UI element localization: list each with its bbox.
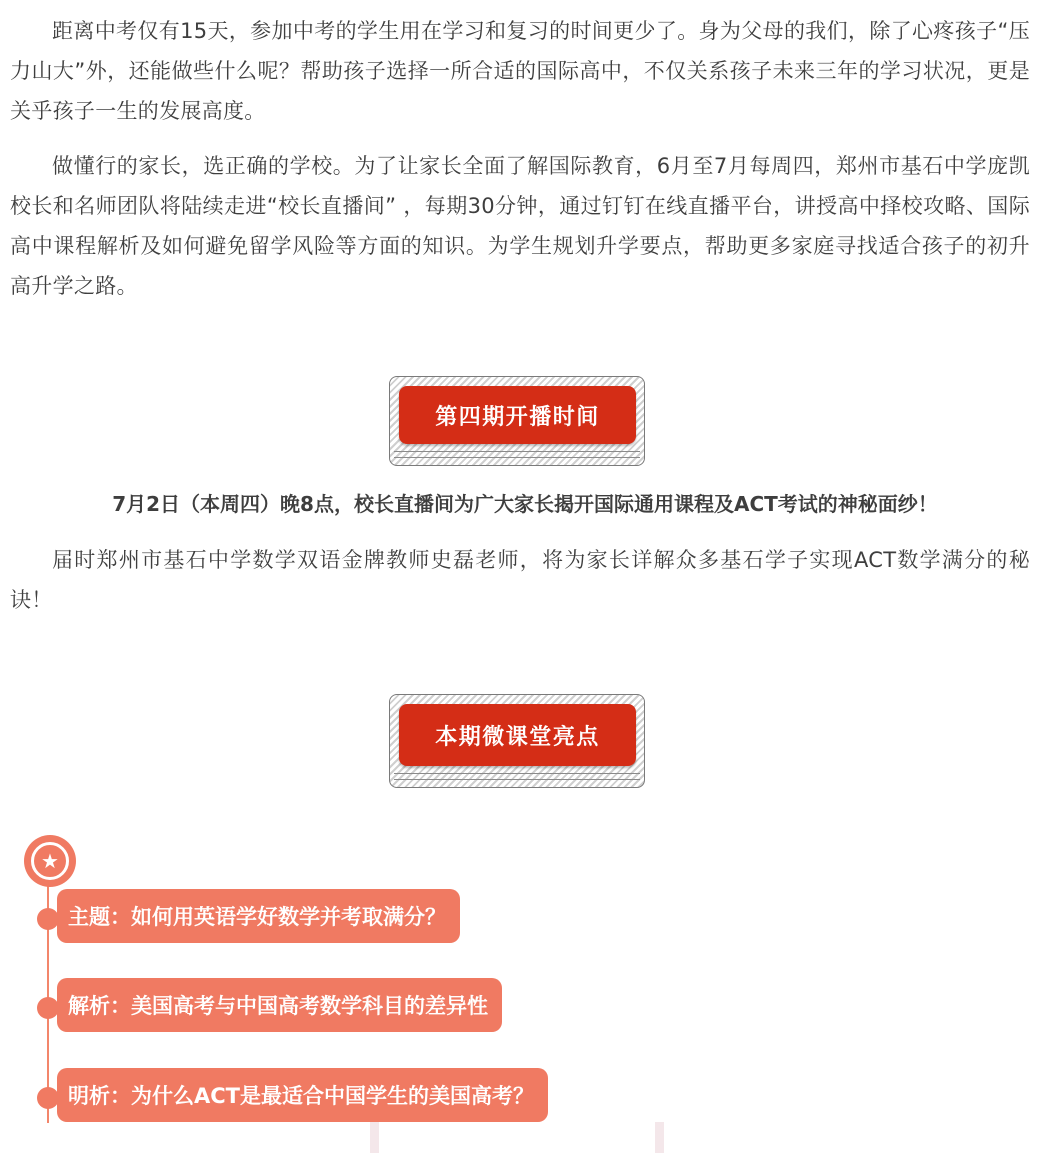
decorative-stub — [370, 1122, 379, 1153]
broadcast-headline: 7月2日（本周四）晚8点，校长直播间为广大家长揭开国际通用课程及ACT考试的神秘面纱！ — [112, 492, 938, 516]
broadcast-time-banner-label: 第四期开播时间 — [399, 386, 636, 444]
decorative-stub — [655, 1122, 664, 1153]
highlight-item-explanation: 明析：为什么ACT是最适合中国学生的美国高考？ — [57, 1068, 548, 1122]
timeline-dot — [37, 997, 59, 1019]
intro-paragraph-1: 距离中考仅有15天，参加中考的学生用在学习和复习的时间更少了。身为父母的我们，除了心疼孩子“压力山大”外，还能做些什么呢？帮助孩子选择一所合适的国际高中，不仅关系孩子未来三年的学习状况，更是关乎孩子一生的发展高度。 — [10, 19, 1030, 123]
timeline-dot — [37, 1087, 59, 1109]
highlight-item-topic: 主题：如何用英语学好数学并考取满分？ — [57, 889, 460, 943]
broadcast-description: 届时郑州市基石中学数学双语金牌教师史磊老师，将为家长详解众多基石学子实现ACT数学满分的秘诀！ — [10, 548, 1030, 612]
highlight-item-analysis: 解析：美国高考与中国高考数学科目的差异性 — [57, 978, 502, 1032]
timeline-dot — [37, 908, 59, 930]
intro-paragraph-2: 做懂行的家长，选正确的学校。为了让家长全面了解国际教育，6月至7月每周四，郑州市基石中学庞凯校长和名师团队将陆续走进“校长直播间” ，每期30分钟，通过钉钉在线直播平台，讲授高中择校攻略、国际高中课程解析及如何避免留学风险等方面的知识。为学生规划升学要点，帮助更多家庭寻找适合孩子的初升高升学之路。 — [10, 154, 1030, 298]
star-icon: ★ — [31, 842, 69, 880]
highlights-banner-label: 本期微课堂亮点 — [399, 704, 636, 766]
broadcast-time-banner — [389, 376, 645, 466]
banner-divider — [394, 451, 640, 452]
banner-divider — [394, 779, 640, 780]
banner-divider — [394, 773, 640, 774]
highlights-banner — [389, 694, 645, 788]
banner-divider — [394, 457, 640, 458]
timeline-star-badge — [24, 835, 76, 887]
